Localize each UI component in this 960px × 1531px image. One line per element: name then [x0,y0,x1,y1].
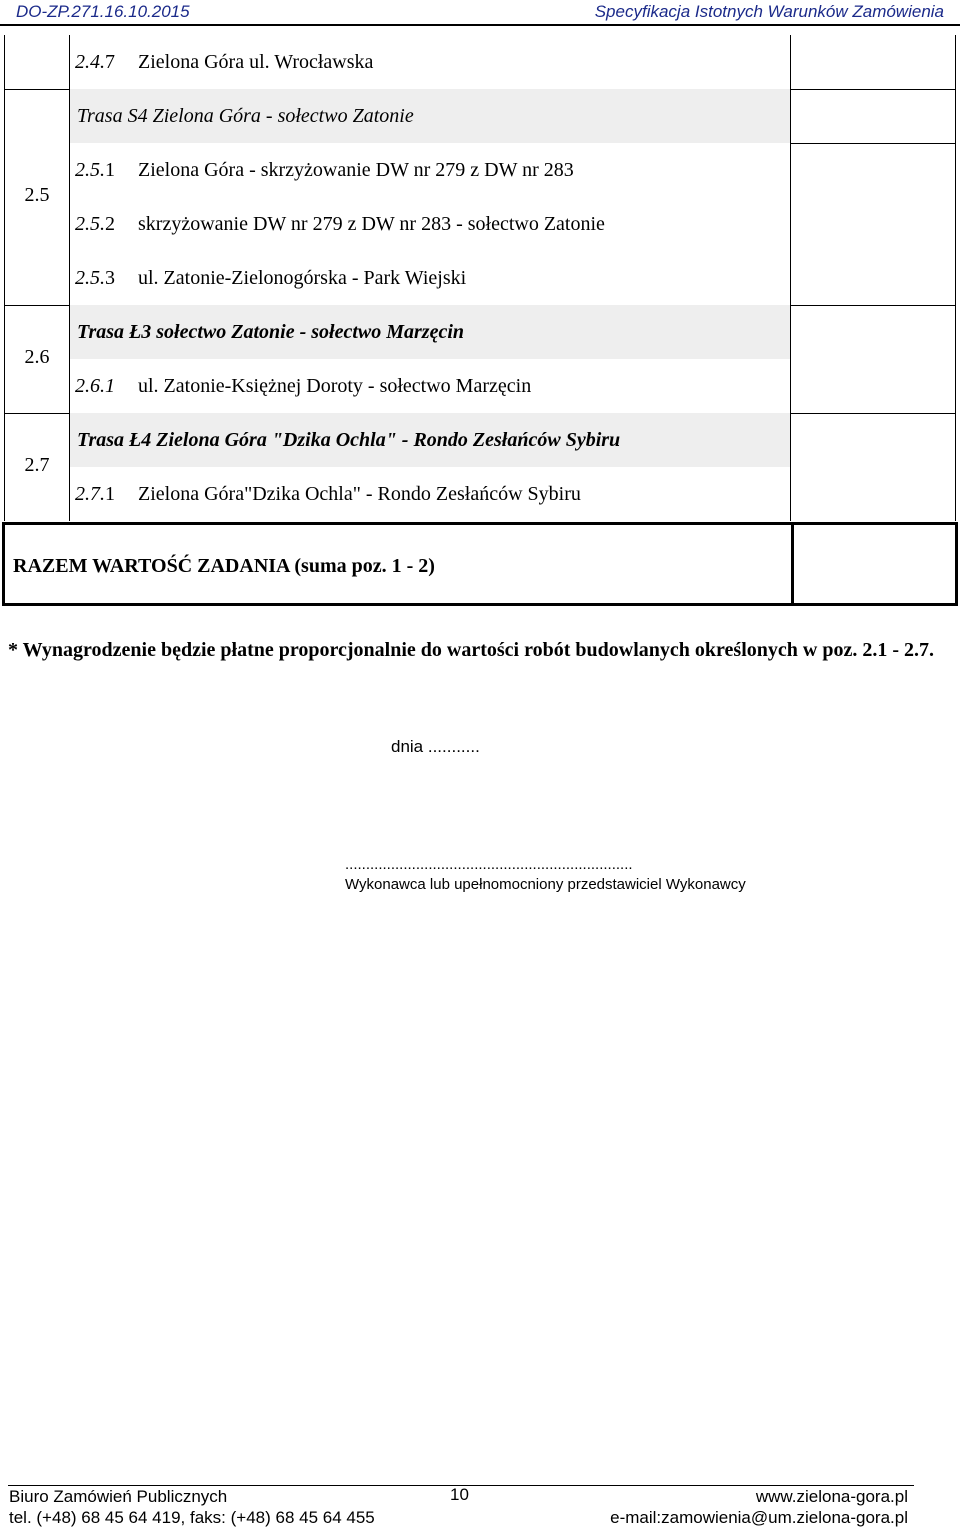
route-heading: Trasa Ł3 sołectwo Zatonie - sołectwo Marzęcin [77,321,465,343]
table-line [790,413,956,414]
document-number: DO-ZP.271.16.10.2015 [16,2,190,21]
table-line [790,89,956,90]
total-label: RAZEM WARTOŚĆ ZADANIA (suma poz. 1 - 2) [13,555,435,577]
item-description: skrzyżowanie DW nr 279 z DW nr 283 - sołectwo Zatonie [138,213,605,235]
item-code: 2.6.1 [75,375,115,397]
header-divider [0,24,960,26]
item-description: Zielona Góra"Dzika Ochla" - Rondo Zesłańców Sybiru [138,483,581,505]
total-separator [791,525,794,603]
item-description: ul. Zatonie-Księżnej Doroty - sołectwo Marzęcin [138,375,532,397]
page-number: 10 [450,1485,469,1504]
page-header [0,0,960,24]
item-code: 2.5.1 [75,159,115,181]
date-field: dnia ........... [391,737,480,756]
item-code: 2.5.2 [75,213,115,235]
signature-line: ..................................................................... [345,856,633,873]
group-number: 2.7 [24,454,50,476]
table-line [4,413,70,414]
item-code: 2.4.7 [75,51,115,73]
group-number: 2.5 [24,184,50,206]
table-line [790,143,956,144]
footer-website: www.zielona-gora.pl [755,1487,908,1506]
table-line [790,305,956,306]
item-code: 2.5.3 [75,267,115,289]
footer-phone: tel. (+48) 68 45 64 419, faks: (+48) 68 45 64 455 [9,1508,375,1527]
route-heading: Trasa Ł4 Zielona Góra "Dzika Ochla" - Rondo Zesłańców Sybiru [77,429,621,451]
table-border-left [4,35,5,521]
footer-office: Biuro Zamówień Publicznych [9,1487,228,1506]
item-description: Zielona Góra - skrzyżowanie DW nr 279 z DW nr 283 [138,159,574,181]
item-description: Zielona Góra ul. Wrocławska [138,51,374,73]
table-border-right [955,35,956,521]
table-border-col1 [69,35,70,521]
footer-email: e-mail:zamowienia@um.zielona-gora.pl [610,1508,908,1527]
route-heading: Trasa S4 Zielona Góra - sołectwo Zatonie [77,105,414,127]
group-number: 2.6 [24,346,50,368]
signature-label: Wykonawca lub upełnomocniony przedstawiciel Wykonawcy [345,876,746,893]
document-title: Specyfikacja Istotnych Warunków Zamówienia [594,2,944,21]
table-line [4,305,70,306]
total-row [2,522,958,606]
table-line [4,89,70,90]
item-code: 2.7.1 [75,483,115,505]
payment-note: * Wynagrodzenie będzie płatne proporcjonalnie do wartości robót budowlanych określonych w poz. 2.1 - 2.7. [8,639,934,661]
item-description: ul. Zatonie-Zielonogórska - Park Wiejski [138,267,467,289]
table-border-col3 [790,35,791,521]
cost-table [0,35,960,521]
